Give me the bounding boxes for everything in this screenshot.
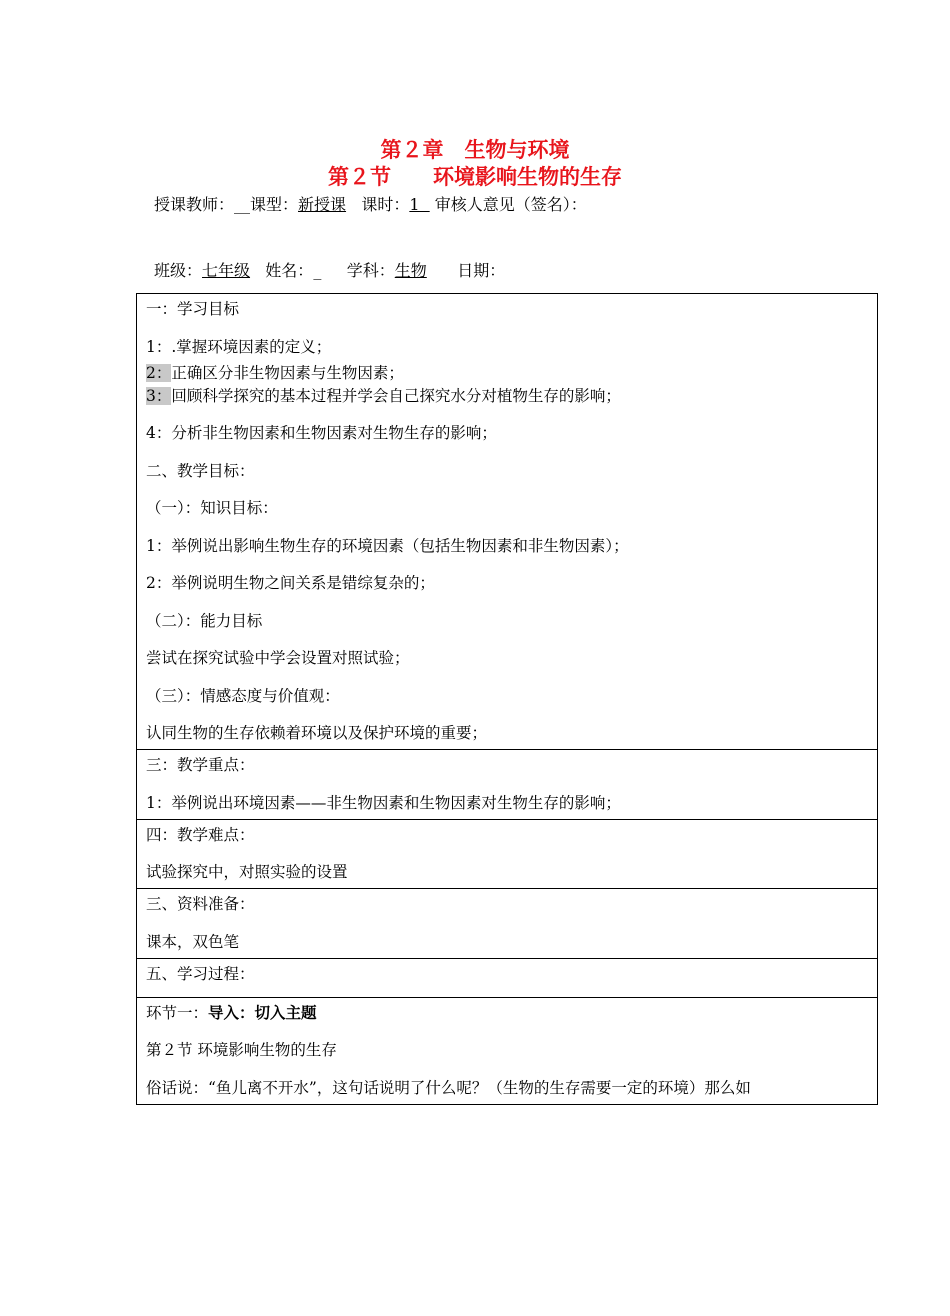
section-title: 第２节 环境影响生物的生存 — [328, 165, 622, 189]
step-one-title: 环节一：导入：切入主题 — [146, 1003, 317, 1022]
materials-heading: 三、资料准备： — [146, 895, 255, 913]
knowledge-goal-item: 2：举例说明生物之间关系是错综复杂的； — [146, 574, 435, 592]
knowledge-goal-item: 1：举例说出影响生物生存的环境因素（包括生物因素和非生物因素）； — [146, 536, 629, 555]
learning-goals-row — [137, 294, 878, 750]
ability-goals-heading: （二）：能力目标 — [146, 611, 263, 630]
knowledge-goals-heading: （一）：知识目标： — [146, 499, 278, 517]
student-info-line — [154, 258, 505, 281]
materials-text: 课本，双色笔 — [146, 932, 240, 951]
key-points-text: 1：举例说出环境因素——非生物因素和生物因素对生物生存的影响； — [146, 793, 621, 812]
step-one-text: 俗话说：“鱼儿离不开水”，这句话说明了什么呢？（生物的生存需要一定的环境）那么如 — [146, 1078, 751, 1097]
materials-row — [137, 889, 878, 959]
learning-goal-item: 2：正确区分非生物因素与生物因素； — [146, 363, 404, 382]
hours-value: 1 — [409, 195, 420, 214]
chapter-title: 第２章 生物与环境 — [380, 138, 570, 162]
difficulties-row — [137, 819, 878, 889]
step-one-row — [137, 997, 878, 1104]
subject-label: 学科： — [346, 261, 395, 280]
learning-goal-item: 3：回顾科学探究的基本过程并学会自己探究水分对植物生存的影响； — [146, 386, 621, 405]
lesson-type-label: 课型： — [250, 195, 299, 214]
key-points-row — [137, 750, 878, 820]
lesson-plan-table — [136, 293, 878, 1105]
date-label: 日期： — [457, 261, 506, 280]
emotion-goals-heading: （三）：情感态度与价值观： — [146, 686, 340, 705]
learning-goal-item: 4：分析非生物因素和生物因素对生物生存的影响； — [146, 424, 497, 442]
teacher-label: 授课教师： — [154, 195, 235, 214]
name-value: _ — [313, 261, 322, 280]
subject-value: 生物 — [394, 261, 427, 280]
emotion-goal-text: 认同生物的生存依赖着环境以及保护环境的重要； — [146, 724, 488, 742]
key-points-heading: 三：教学重点： — [146, 756, 255, 774]
lesson-info-line — [154, 192, 587, 215]
lesson-type-value: 新授课 — [298, 195, 347, 214]
difficulties-text: 试验探究中，对照实验的设置 — [146, 863, 348, 881]
key-points-cell — [137, 750, 878, 820]
difficulties-cell — [137, 819, 878, 889]
teaching-goals-heading: 二、教学目标： — [146, 461, 255, 480]
class-label: 班级： — [154, 261, 203, 280]
learning-goals-cell — [137, 294, 878, 750]
learning-goal-item: 1：.掌握环境因素的定义； — [146, 337, 332, 356]
class-value: 七年级 — [202, 261, 251, 280]
name-label: 姓名： — [265, 261, 314, 280]
highlighted-number: 2： — [146, 363, 172, 382]
reviewer-label: 审核人意见（签名）： — [434, 195, 587, 214]
process-heading: 五、学习过程： — [146, 964, 255, 983]
highlighted-number: 3： — [146, 386, 172, 405]
teacher-value: __ — [234, 195, 251, 214]
process-cell — [137, 958, 878, 997]
process-row — [137, 958, 878, 997]
hours-label: 课时： — [361, 195, 410, 214]
difficulties-heading: 四：教学难点： — [146, 825, 255, 844]
ability-goal-text: 尝试在探究试验中学会设置对照试验； — [146, 649, 410, 667]
step-one-cell — [137, 997, 878, 1104]
materials-cell — [137, 889, 878, 959]
step-one-section: 第２节 环境影响生物的生存 — [146, 1041, 337, 1059]
step-one-bold-title: 导入：切入主题 — [208, 1003, 317, 1022]
learning-goals-heading: 一：学习目标 — [146, 300, 240, 318]
